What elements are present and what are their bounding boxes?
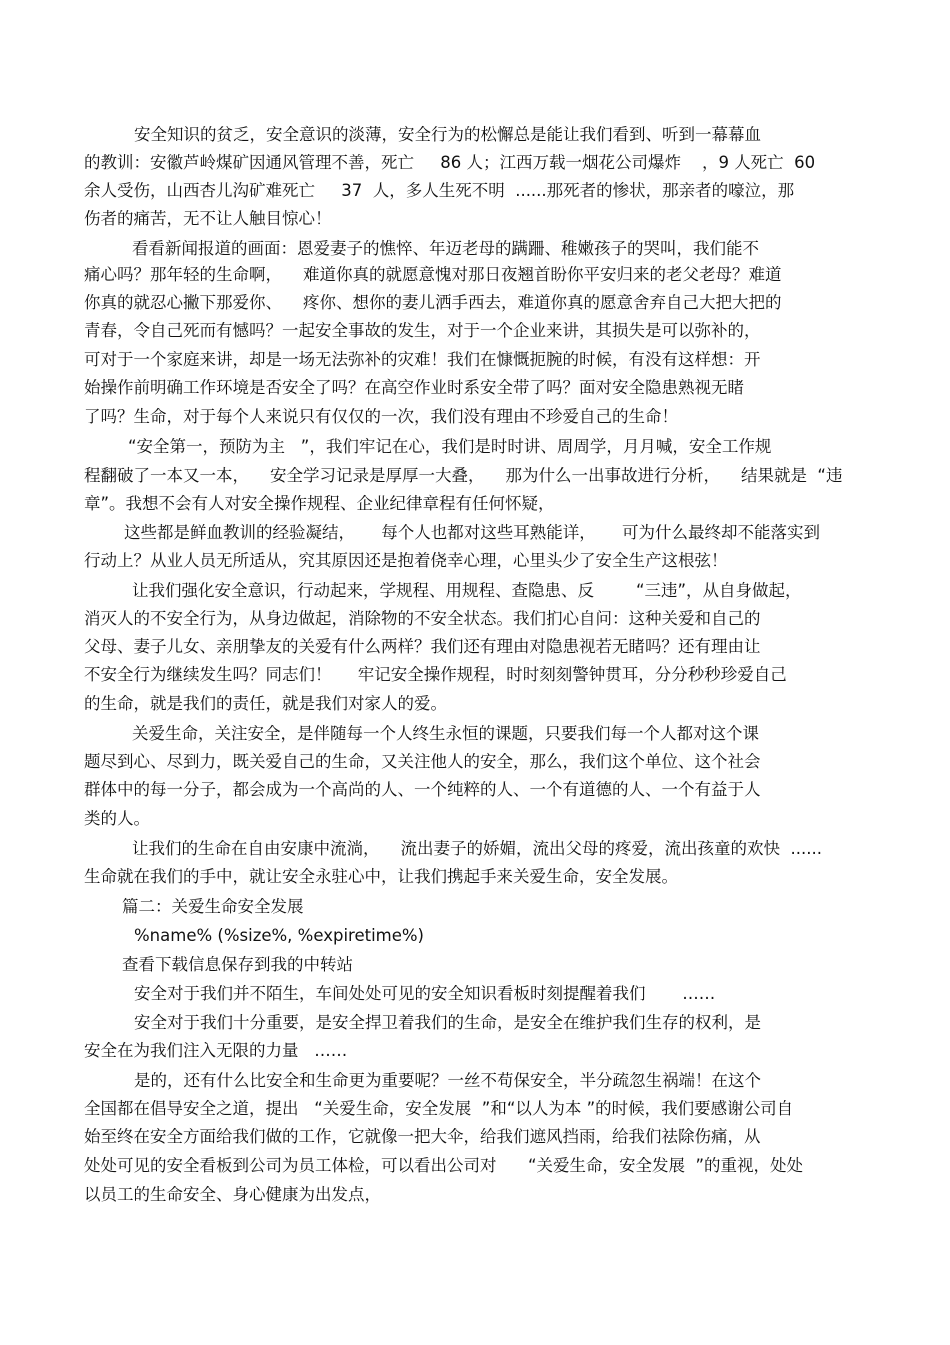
text-line: 看看新闻报道的画面：恩爱妻子的憔悴、年迈老母的蹒跚、稚嫩孩子的哭叫，我们能不: [132, 239, 759, 258]
text-line: %name% (%size%, %expiretime%): [134, 926, 424, 945]
text-line: 处处可见的安全看板到公司为员工体检，可以看出公司对 “关爱生命，安全发展 ”的重视，处处: [84, 1156, 804, 1175]
text-line: 了吗？生命，对于每个人来说只有仅仅的一次，我们没有理由不珍爱自己的生命！: [84, 407, 678, 426]
text-line: 生命就在我们的手中，就让安全永驻心中，让我们携起手来关爱生命，安全发展。: [84, 867, 678, 886]
text-line: 痛心吗？那年轻的生命啊， 难道你真的就愿意愧对那日夜翘首盼你平安归来的老父老母？难道: [84, 265, 782, 284]
text-line: 是的，还有什么比安全和生命更为重要呢？一丝不苟保安全，半分疏忽生祸端！在这个: [134, 1071, 761, 1090]
text-line: 安全在为我们注入无限的力量 ……: [84, 1041, 348, 1060]
text-line: 群体中的每一分子，都会成为一个高尚的人、一个纯粹的人、一个有道德的人、一个有益于人: [84, 780, 761, 799]
text-line: 程翻破了一本又一本， 安全学习记录是厚厚一大叠， 那为什么一出事故进行分析， 结果就是 “违: [84, 466, 843, 485]
text-line: 类的人。: [84, 809, 150, 828]
text-line: 余人受伤，山西杏儿沟矿难死亡 37 人，多人生死不明 ......那死者的惨状，那亲者的嚎泣，那: [84, 181, 795, 200]
text-line: 让我们强化安全意识，行动起来，学规程、用规程、查隐患、反 “三违”，从自身做起，: [132, 581, 802, 600]
text-line: 始至终在安全方面给我们做的工作，它就像一把大伞，给我们遮风挡雨，给我们祛除伤痛，从: [84, 1127, 761, 1146]
section-heading: 篇二：关爱生命安全发展: [122, 897, 304, 916]
text-line: 行动上？从业人员无所适从，究其原因还是抱着侥幸心理，心里头少了安全生产这根弦！: [84, 551, 728, 570]
text-line: 这些都是鲜血教训的经验凝结， 每个人也都对这些耳熟能详， 可为什么最终却不能落实到: [124, 523, 820, 542]
text-line: 以员工的生命安全、身心健康为出发点，: [84, 1185, 381, 1204]
text-line: 安全对于我们十分重要，是安全捍卫着我们的生命，是安全在维护我们生存的权利，是: [134, 1013, 761, 1032]
text-line: 关爱生命，关注安全，是伴随每一个人终生永恒的课题，只要我们每一个人都对这个课: [132, 724, 759, 743]
text-line: 伤者的痛苦，无不让人触目惊心！: [84, 209, 332, 228]
text-line: 始操作前明确工作环境是否安全了吗？在高空作业时系安全带了吗？面对安全隐患熟视无睹: [84, 378, 744, 397]
text-line: 题尽到心、尽到力，既关爱自己的生命，又关注他人的安全，那么，我们这个单位、这个社会: [84, 752, 761, 771]
text-line: 章”。我想不会有人对安全操作规程、企业纪律章程有任何怀疑，: [84, 494, 555, 513]
text-line: 父母、妻子儿女、亲朋挚友的关爱有什么两样？我们还有理由对隐患视若无睹吗？还有理由让: [84, 637, 761, 656]
text-line: 不安全行为继续发生吗？同志们！ 牢记安全操作规程，时时刻刻警钟贯耳，分分秒秒珍爱自己: [84, 665, 787, 684]
text-line: 的生命，就是我们的责任，就是我们对家人的爱。: [84, 694, 447, 713]
text-line: “安全第一，预防为主 ”，我们牢记在心，我们是时时讲、周周学，月月喊，安全工作规: [128, 437, 772, 456]
text-line: 安全知识的贫乏，安全意识的淡薄，安全行为的松懈总是能让我们看到、听到一幕幕血: [134, 125, 761, 144]
text-line: 青春，令自己死而有憾吗？一起安全事故的发生，对于一个企业来讲，其损失是可以弥补的，: [84, 321, 761, 340]
text-line: 你真的就忍心撇下那爱你、 疼你、想你的妻儿洒手西去，难道你真的愿意舍弃自己大把大把的: [84, 293, 782, 312]
text-line: 安全对于我们并不陌生，车间处处可见的安全知识看板时刻提醒着我们 ……: [134, 984, 716, 1003]
text-line: 查看下载信息保存到我的中转站: [122, 955, 353, 974]
text-line: 消灭人的不安全行为，从身边做起，消除物的不安全状态。我们扪心自问：这种关爱和自己的: [84, 609, 761, 628]
text-line: 的教训：安徽芦岭煤矿因通风管理不善，死亡 86 人；江西万载一烟花公司爆炸 ，9 人死亡 60: [84, 153, 816, 172]
text-line: 全国都在倡导安全之道，提出 “关爱生命，安全发展 ”和“以人为本 ”的时候，我们要感谢公司自: [84, 1099, 794, 1118]
text-line: 可对于一个家庭来讲，却是一场无法弥补的灾难！我们在慷慨扼腕的时候，有没有这样想：开: [84, 350, 761, 369]
text-line: 让我们的生命在自由安康中流淌， 流出妻子的娇媚，流出父母的疼爱，流出孩童的欢快 ......: [132, 839, 822, 858]
